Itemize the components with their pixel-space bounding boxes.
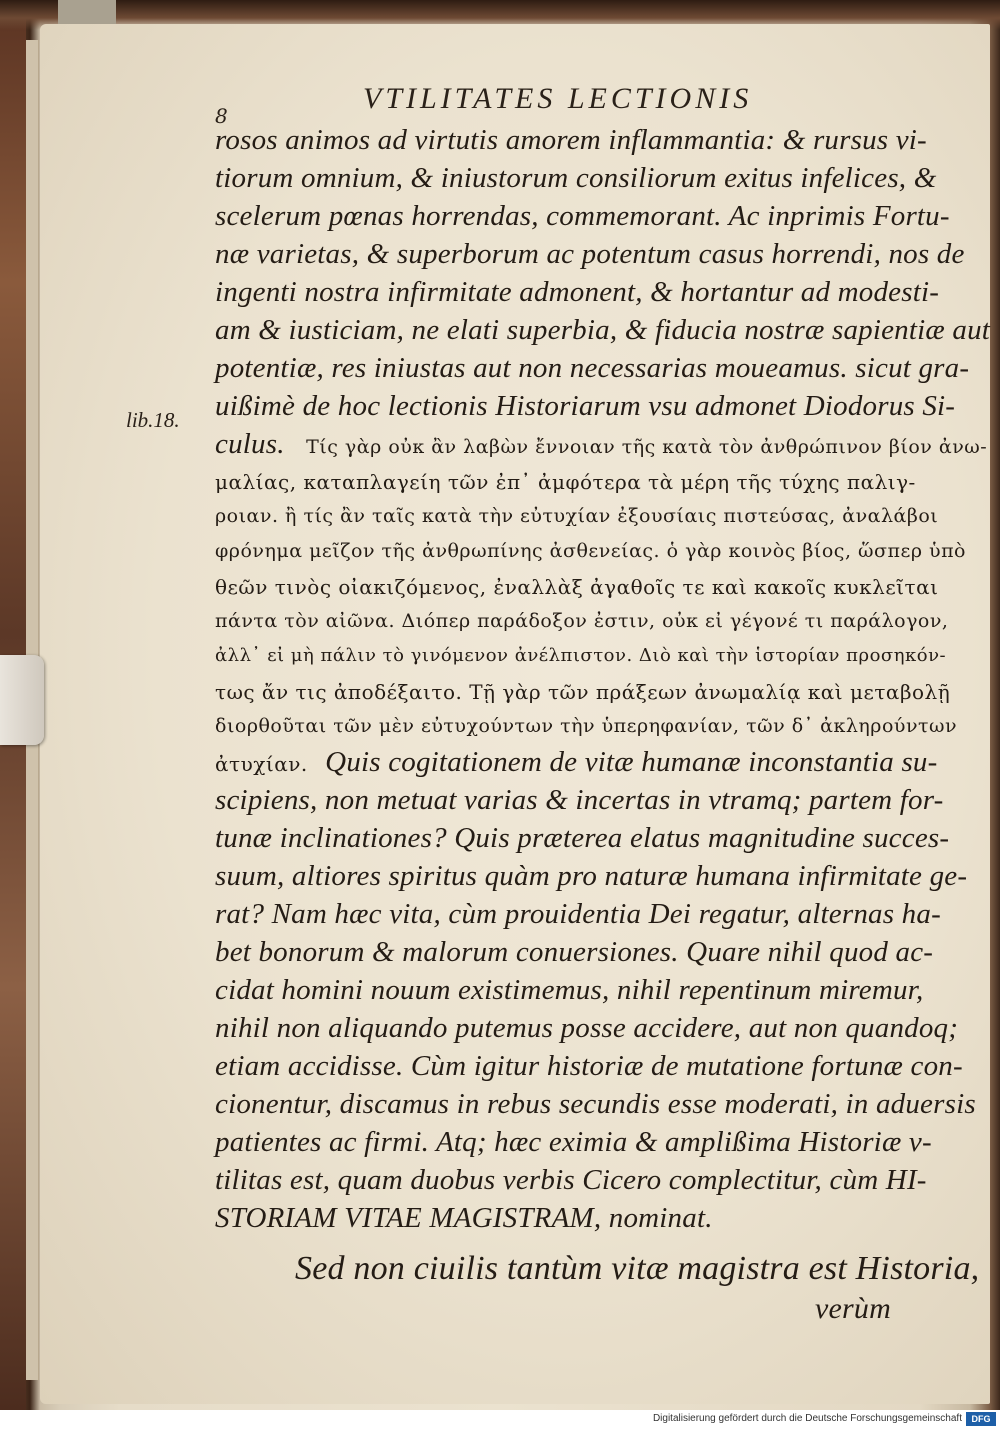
text-line: rat? Nam hæc vita, cùm prouidentia Dei regatur, alternas ha- (215, 898, 941, 930)
text-line: scelerum pœnas horrendas, commemorant. Ac inprimis Fortu- (215, 200, 950, 232)
text-line: næ varietas, & superborum ac potentum casus horrendi, nos de (215, 238, 965, 270)
text-line: etiam accidisse. Cùm igitur historiæ de mutatione fortunæ con- (215, 1050, 963, 1082)
running-head (215, 78, 915, 128)
text-line (215, 746, 938, 779)
footer-bar (0, 1410, 1000, 1430)
footer-credit: Digitalisierung gefördert durch die Deutsche Forschungsgemeinschaft (652, 1413, 962, 1424)
greek-segment: ἀτυχίαν. (215, 752, 308, 776)
book-page (40, 24, 990, 1404)
dfg-logo: DFG (966, 1412, 996, 1426)
greek-line: διορθοῦται τῶν μὲν εὐτυχούντων τὴν ὑπερηφανίαν, τῶν δ᾽ ἀκληρούντων (215, 715, 958, 737)
greek-line: θεῶν τινὸς οἰακιζόμενος, ἐναλλὰξ ἀγαθοῖς τε καὶ κακοῖς κυκλεῖται (215, 575, 939, 599)
text-line: bet bonorum & malorum conuersiones. Quare nihil quod ac- (215, 936, 934, 968)
running-title: VTILITATES LECTIONIS (363, 82, 753, 115)
text-line: rosos animos ad virtutis amorem inflammantia: & rursus vi- (215, 124, 927, 156)
closing-line: Sed non ciuilis tantùm vitæ magistra est Historia, (295, 1250, 980, 1287)
text-line: uißimè de hoc lectionis Historiarum vsu admonet Diodorus Si- (215, 390, 956, 422)
text-segment: culus. (215, 428, 285, 460)
text-line: STORIAM VITAE MAGISTRAM, nominat. (215, 1202, 713, 1234)
greek-line: φρόνημα μεῖζον τῆς ἀνθρωπίνης ἀσθενείας. ὁ γὰρ κοινὸς βίος, ὥσπερ ὑπὸ (215, 540, 966, 562)
page-number: 8 (215, 104, 228, 128)
text-line: am & iusticiam, ne elati superbia, & fiducia nostræ sapientiæ aut (215, 314, 991, 346)
greek-line: μαλίας, καταπλαγείη τῶν ἐπ᾽ ἀμφότερα τὰ μέρη τῆς τύχης παλιγ- (215, 470, 916, 494)
text-line: patientes ac firmi. Atq; hæc eximia & amplißima Historiæ v- (215, 1126, 932, 1158)
text-line: potentiæ, res iniustas aut non necessarias moueamus. sicut gra- (215, 352, 970, 384)
text-line: cidat homini nouum existimemus, nihil repentinum miremur, (215, 974, 924, 1006)
catchword: verùm (815, 1292, 891, 1325)
text-line: ingenti nostra infirmitate admonent, & hortantur ad modesti- (215, 276, 940, 308)
text-line: tiorum omnium, & iniustorum consiliorum exitus infelices, & (215, 162, 937, 194)
text-segment: Quis cogitationem de vitæ humanæ inconstantia su- (325, 746, 938, 778)
text-line: suum, altiores spiritus quàm pro naturæ humana infirmitate ge- (215, 860, 968, 892)
margin-note: lib.18. (126, 408, 180, 432)
greek-segment: Τίς γὰρ οὐκ ἂν λαβὼν ἔννοιαν τῆς κατὰ τὸν ἀνθρώπινον βίον ἀνω- (306, 436, 988, 458)
text-line (215, 428, 987, 461)
text-line: tilitas est, quam duobus verbis Cicero complectitur, cùm HI- (215, 1164, 927, 1196)
text-line: nihil non aliquando putemus posse accidere, aut non quandoq; (215, 1012, 959, 1044)
text-line: tunæ inclinationes? Quis præterea elatus magnitudine succes- (215, 822, 950, 854)
page-clip (0, 655, 44, 745)
text-line: cionentur, discamus in rebus secundis esse moderati, in aduersis (215, 1088, 976, 1120)
text-line: scipiens, non metuat varias & incertas in vtramq; partem for- (215, 784, 944, 816)
greek-line: πάντα τὸν αἰῶνα. Διόπερ παράδοξον ἐστιν, οὐκ εἰ γέγονέ τι παράλογον, (215, 610, 949, 632)
greek-line: ροιαν. ἢ τίς ἂν ταῖς κατὰ τὴν εὐτυχίαν ἐξουσίαις πιστεύσας, ἀναλάβοι (215, 505, 939, 527)
greek-line: τως ἄν τις ἀποδέξαιτο. Τῇ γὰρ τῶν πράξεων ἀνωμαλίᾳ καὶ μεταβολῇ (215, 680, 951, 704)
greek-line: ἀλλ᾽ εἰ μὴ πάλιν τὸ γινόμενον ἀνέλπιστον. Διὸ καὶ τὴν ἱστορίαν προσηκόν- (215, 645, 947, 666)
